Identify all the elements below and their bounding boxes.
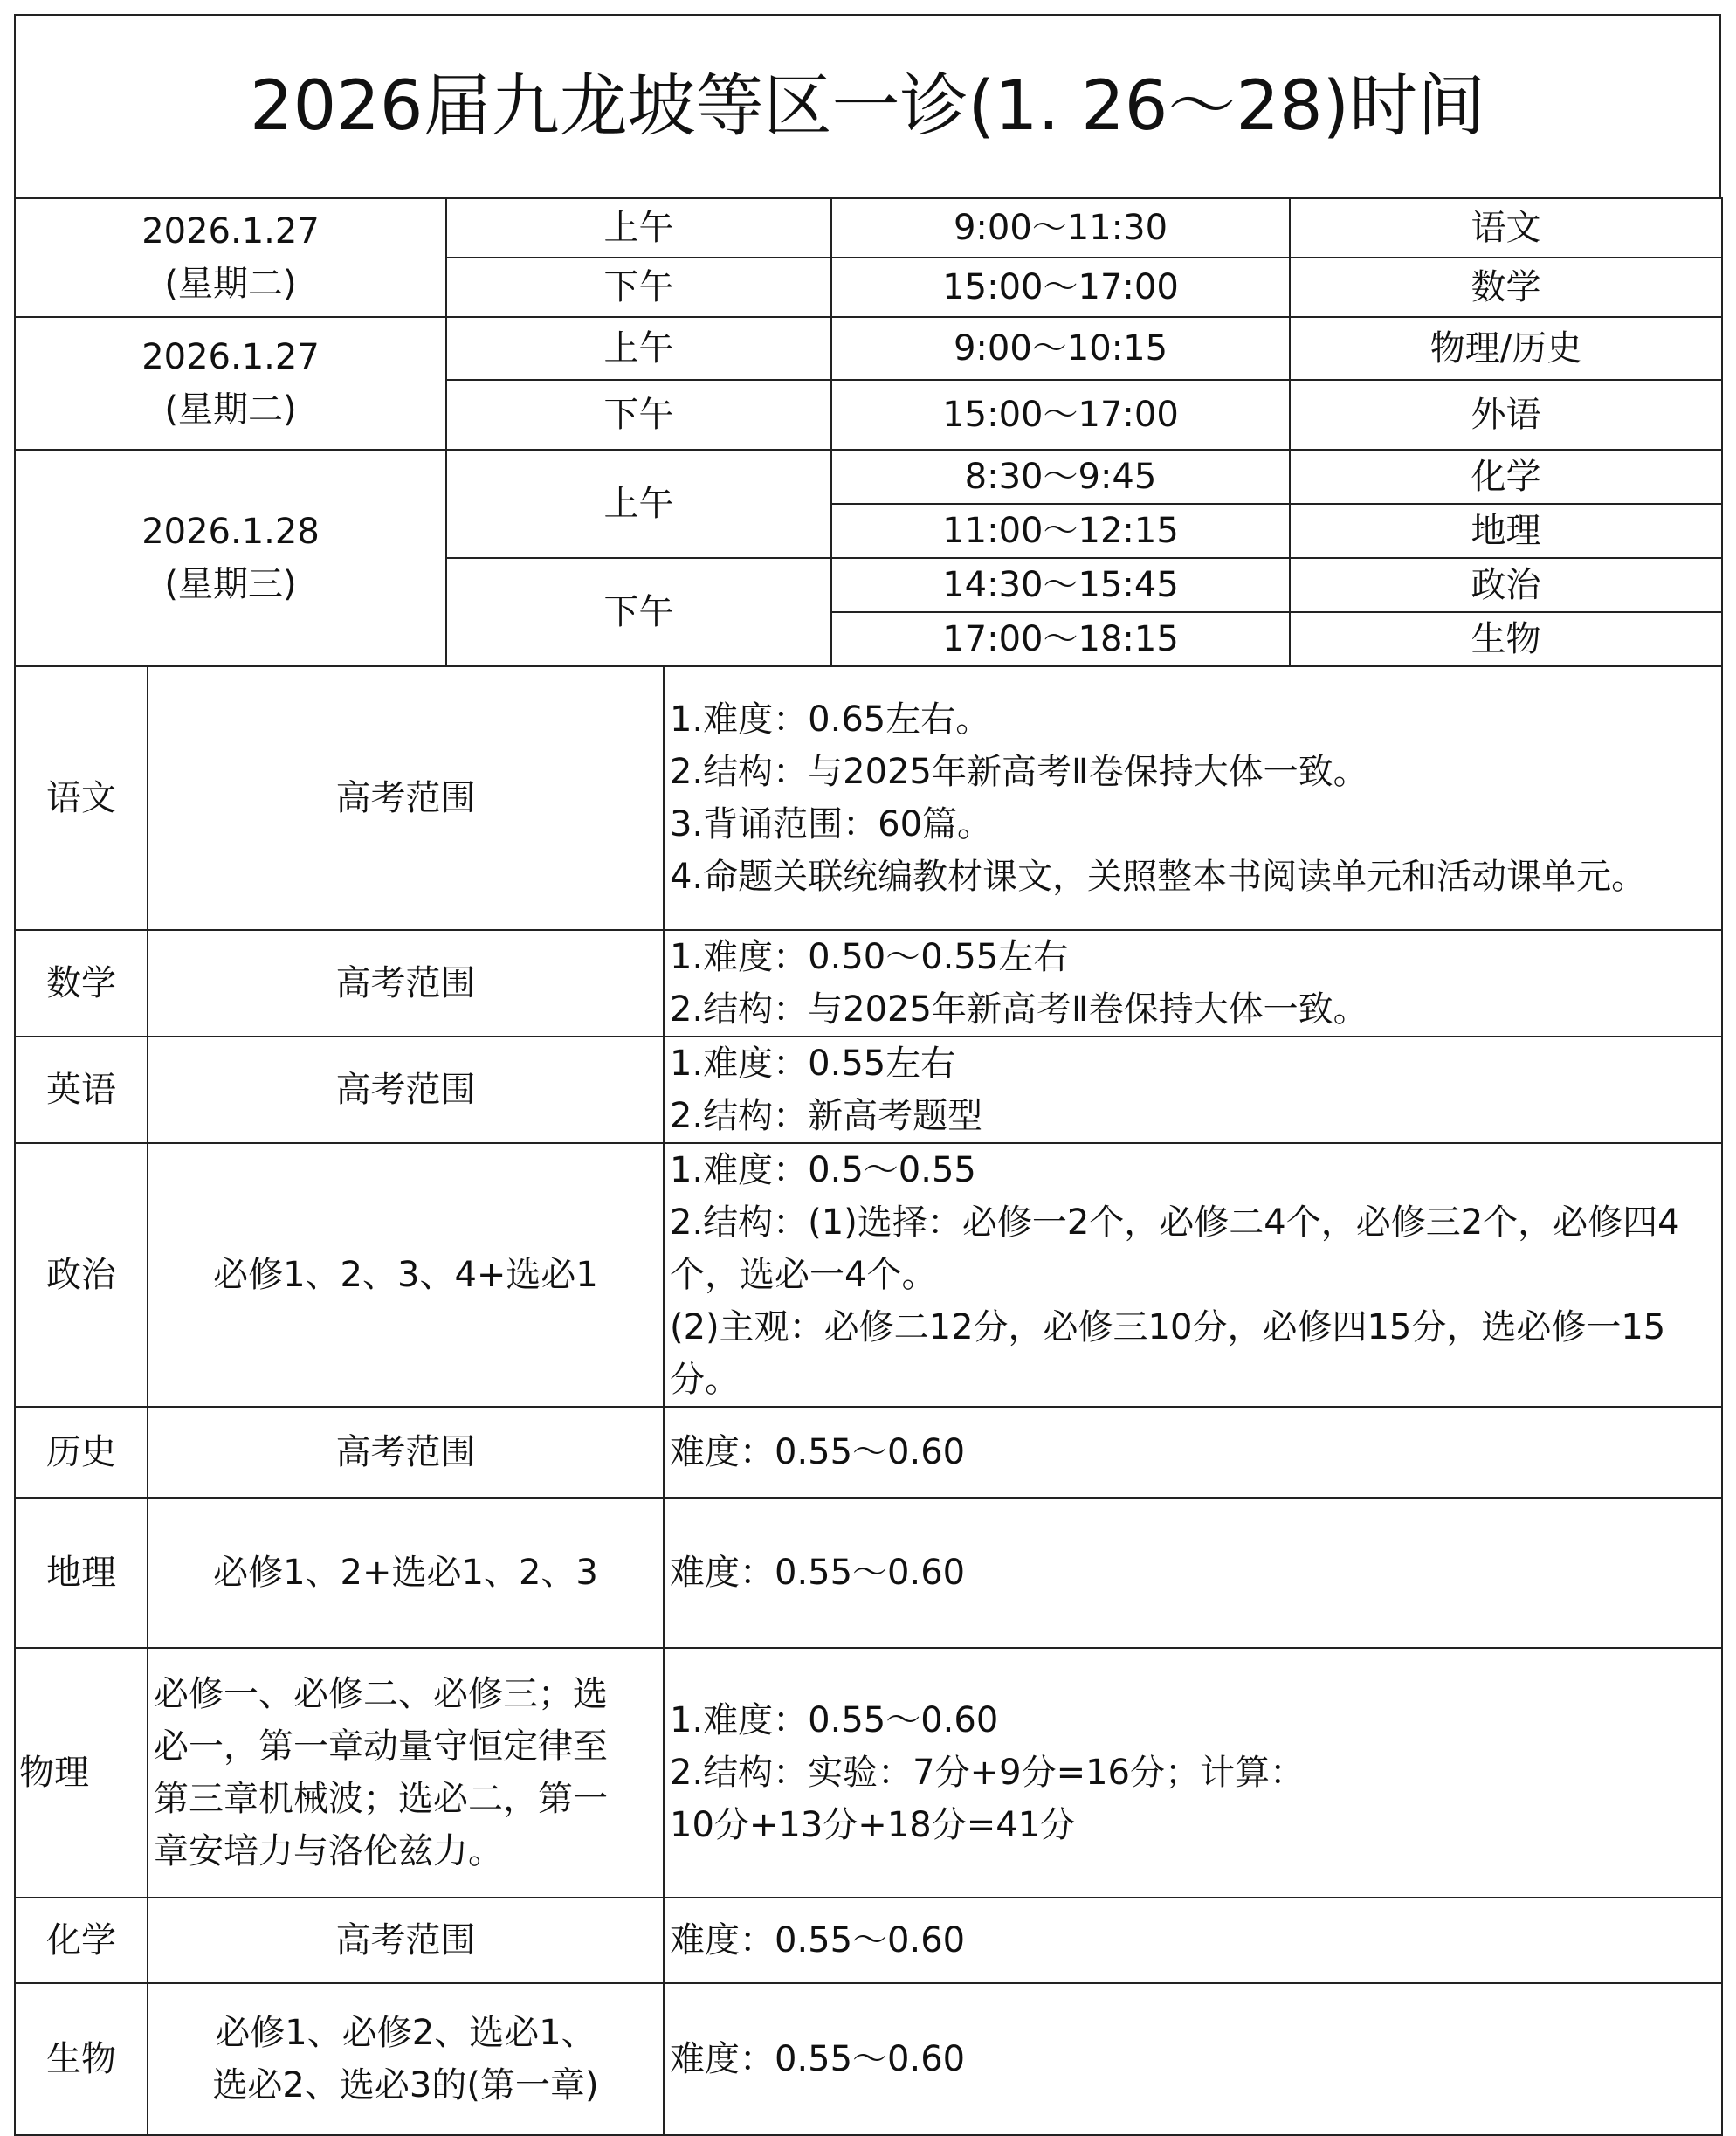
subject-table — [14, 665, 1723, 2136]
note-line: (2)主观：必修二12分，必修三10分，必修四15分，选必修一15 — [670, 1307, 1666, 1347]
scope-line: 必修一、必修二、必修三；选 — [154, 1674, 608, 1714]
time-slot: 9:00～10:15 — [831, 317, 1290, 380]
subject-row — [15, 666, 1722, 930]
subject-scope: 必修1、2+选必1、2、3 — [148, 1498, 664, 1648]
note-line: 10分+13分+18分=41分 — [670, 1805, 1076, 1845]
note-line: 2.结构：新高考题型 — [670, 1096, 983, 1136]
subject-name: 生物 — [15, 1983, 148, 2135]
subject-slot: 化学 — [1290, 450, 1722, 504]
note-line: 难度：0.55～0.60 — [670, 2039, 966, 2079]
scope-line: 必修1、必修2、选必1、 — [215, 2013, 596, 2053]
period-am: 上午 — [446, 198, 831, 258]
note-line: 2.结构：(1)选择：必修一2个，必修二4个，必修三2个，必修四4 — [670, 1202, 1680, 1243]
weekday: (星期三) — [164, 564, 297, 604]
weekday: (星期二) — [164, 389, 297, 430]
note-line: 1.难度：0.55左右 — [670, 1044, 956, 1084]
subject-notes — [664, 930, 1722, 1037]
note-line: 难度：0.55～0.60 — [670, 1553, 966, 1593]
subject-notes — [664, 1898, 1722, 1983]
subject-notes — [664, 1983, 1722, 2135]
schedule-table — [14, 197, 1723, 667]
subject-name: 化学 — [15, 1898, 148, 1983]
schedule-row — [15, 198, 1722, 258]
note-line: 1.难度：0.65左右。 — [670, 699, 991, 740]
subject-notes — [664, 1037, 1722, 1143]
time-slot: 11:00～12:15 — [831, 504, 1290, 558]
note-line: 4.命题关联统编教材课文，关照整本书阅读单元和活动课单元。 — [670, 857, 1647, 897]
subject-scope: 必修1、2、3、4+选必1 — [148, 1143, 664, 1407]
subject-name: 地理 — [15, 1498, 148, 1648]
subject-notes — [664, 1407, 1722, 1498]
exam-sheet — [14, 14, 1721, 2136]
note-line: 2.结构：与2025年新高考Ⅱ卷保持大体一致。 — [670, 752, 1368, 792]
subject-slot: 地理 — [1290, 504, 1722, 558]
note-line: 1.难度：0.50～0.55左右 — [670, 937, 1069, 977]
subject-scope: 高考范围 — [148, 1407, 664, 1498]
date-cell — [15, 317, 446, 450]
subject-scope: 高考范围 — [148, 930, 664, 1037]
subject-slot: 生物 — [1290, 612, 1722, 666]
subject-notes — [664, 666, 1722, 930]
period-am: 上午 — [446, 317, 831, 380]
subject-name: 历史 — [15, 1407, 148, 1498]
subject-name: 英语 — [15, 1037, 148, 1143]
period-pm: 下午 — [446, 380, 831, 450]
subject-slot: 数学 — [1290, 258, 1722, 317]
time-slot: 15:00～17:00 — [831, 380, 1290, 450]
subject-notes — [664, 1648, 1722, 1898]
scope-line: 章安培力与洛伦兹力。 — [154, 1831, 503, 1871]
note-line: 1.难度：0.5～0.55 — [670, 1150, 976, 1190]
subject-row — [15, 1648, 1722, 1898]
subject-slot: 物理/历史 — [1290, 317, 1722, 380]
schedule-row — [15, 317, 1722, 380]
date-cell — [15, 198, 446, 317]
subject-slot: 语文 — [1290, 198, 1722, 258]
note-line: 2.结构：与2025年新高考Ⅱ卷保持大体一致。 — [670, 989, 1368, 1030]
time-slot: 14:30～15:45 — [831, 558, 1290, 612]
subject-scope — [148, 1648, 664, 1898]
subject-row — [15, 1143, 1722, 1407]
date-cell — [15, 450, 446, 666]
subject-slot: 政治 — [1290, 558, 1722, 612]
schedule-row — [15, 450, 1722, 504]
subject-scope: 高考范围 — [148, 1037, 664, 1143]
date: 2026.1.27 — [141, 337, 320, 377]
time-slot: 17:00～18:15 — [831, 612, 1290, 666]
subject-row — [15, 1037, 1722, 1143]
note-line: 3.背诵范围：60篇。 — [670, 804, 993, 844]
scope-line: 必一，第一章动量守恒定律至 — [154, 1726, 608, 1767]
subject-notes — [664, 1143, 1722, 1407]
scope-line: 第三章机械波；选必二，第一 — [154, 1779, 608, 1819]
subject-scope — [148, 1983, 664, 2135]
subject-row — [15, 930, 1722, 1037]
time-slot: 15:00～17:00 — [831, 258, 1290, 317]
date: 2026.1.27 — [141, 211, 320, 251]
subject-scope: 高考范围 — [148, 666, 664, 930]
subject-name: 物理 — [15, 1648, 148, 1898]
subject-name: 数学 — [15, 930, 148, 1037]
page-title: 2026届九龙坡等区一诊(1. 26～28)时间 — [15, 15, 1720, 198]
subject-row — [15, 1407, 1722, 1498]
period-am: 上午 — [446, 450, 831, 558]
note-line: 1.难度：0.55～0.60 — [670, 1700, 999, 1740]
note-line: 个，选必一4个。 — [670, 1255, 937, 1295]
weekday: (星期二) — [164, 264, 297, 304]
subject-notes — [664, 1498, 1722, 1648]
note-line: 难度：0.55～0.60 — [670, 1432, 966, 1472]
subject-slot: 外语 — [1290, 380, 1722, 450]
period-pm: 下午 — [446, 558, 831, 666]
note-line: 难度：0.55～0.60 — [670, 1920, 966, 1960]
subject-row — [15, 1983, 1722, 2135]
time-slot: 8:30～9:45 — [831, 450, 1290, 504]
scope-line: 选必2、选必3的(第一章) — [212, 2065, 599, 2105]
subject-row — [15, 1898, 1722, 1983]
subject-scope: 高考范围 — [148, 1898, 664, 1983]
subject-row — [15, 1498, 1722, 1648]
title-table — [14, 14, 1721, 199]
time-slot: 9:00～11:30 — [831, 198, 1290, 258]
note-line: 2.结构：实验：7分+9分=16分；计算： — [670, 1753, 1305, 1793]
date: 2026.1.28 — [141, 512, 320, 552]
subject-name: 政治 — [15, 1143, 148, 1407]
note-line: 分。 — [670, 1360, 740, 1400]
subject-name: 语文 — [15, 666, 148, 930]
period-pm: 下午 — [446, 258, 831, 317]
